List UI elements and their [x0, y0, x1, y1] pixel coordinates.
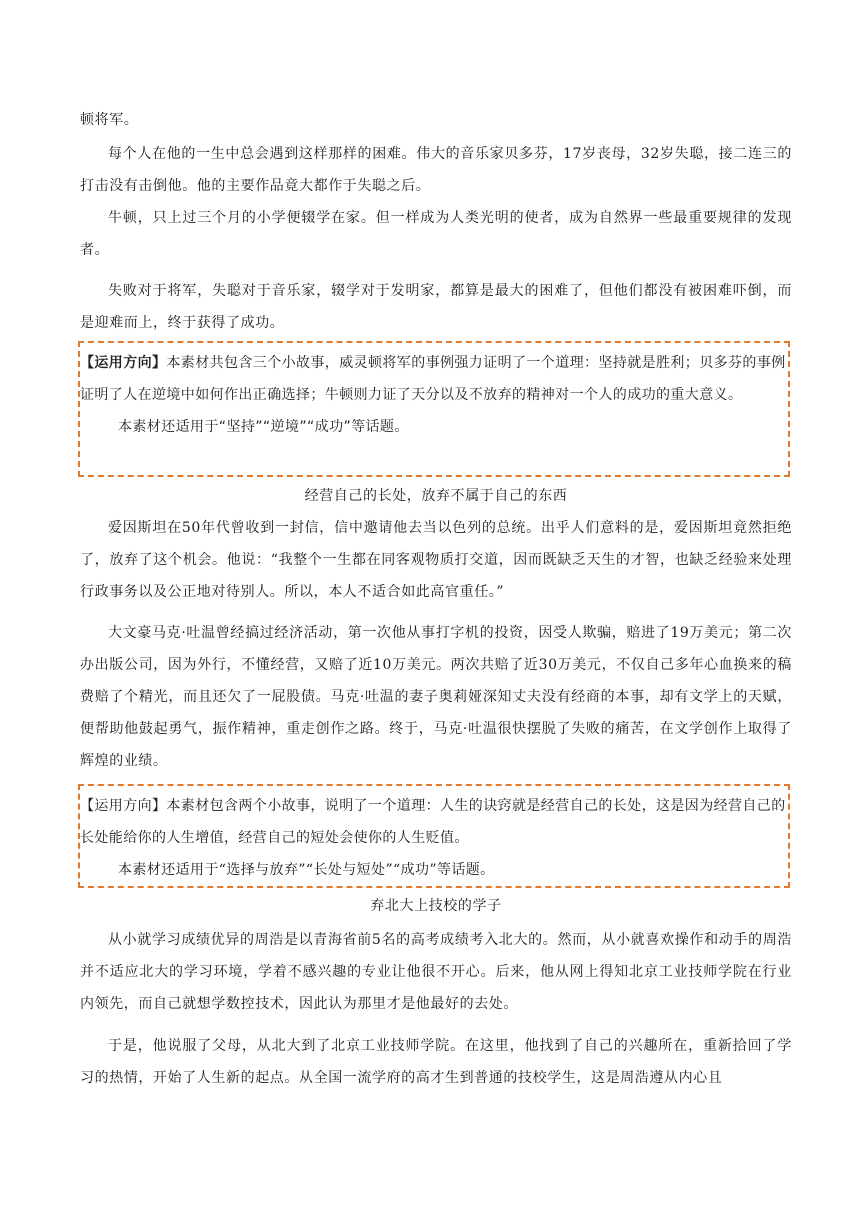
paragraph-zhou-hao-1: 从小就学习成绩优异的周浩是以青海省前5名的高考成绩考入北大的。然而，从小就喜欢操作和动手的周浩并不适应北大的学习环境，学着不感兴趣的专业让他很不开心。后来，他从网上得知北京工业技师学院在行业内领先，而自己就想学数控技术，因此认为那里才是他最好的去处。: [80, 932, 792, 1012]
paragraph-einstein: 爱因斯坦在50年代曾收到一封信，信中邀请他去当以色列的总统。出乎人们意料的是，爱因斯坦竟然拒绝了，放弃了这个机会。他说：“我整个一生都在同客观物质打交道，因而既缺乏天生的才智，也缺乏经验来处理行政事务以及公正地对待别人。所以，本人不适合如此高官重任。”: [80, 520, 792, 600]
application-note-text: 【运用方向】本素材包含两个小故事，说明了一个道理：人生的诀窍就是经营自己的长处，这是因为经营自己的长处能给你的人生增值，经营自己的短处会使你的人生贬值。: [80, 798, 786, 846]
application-note-label: 【运用方向】: [80, 798, 167, 814]
application-note-box-1: [78, 341, 790, 477]
application-note-topics: 本素材还适用于“选择与放弃”“长处与短处”“成功”等话题。: [118, 862, 495, 878]
application-note-topics: 本素材还适用于“坚持”“逆境”“成功”等话题。: [118, 419, 409, 435]
application-note-label: 【运用方向】: [80, 355, 167, 371]
paragraph-summary: 失败对于将军，失聪对于音乐家，辍学对于发明家，都算是最大的困难了，但他们都没有被困难吓倒，而是迎难而上，终于获得了成功。: [80, 283, 792, 331]
paragraph-continuation: 顿将军。: [80, 112, 139, 128]
application-note-box-2: [78, 784, 790, 888]
paragraph-mark-twain: 大文豪马克·吐温曾经搞过经济活动，第一次他从事打字机的投资，因受人欺骗，赔进了19万美元；第二次办出版公司，因为外行，不懂经营，又赔了近10万美元。两次共赔了近30万美元，不仅自己多年心血换来的稿费赔了个精光，而且还欠了一屁股债。马克·吐温的妻子奥莉娅深知丈夫没有经商的本事，却有文学上的天赋，便帮助他鼓起勇气，振作精神，重走创作之路。终于，马克·吐温很快摆脱了失败的痛苦，在文学创作上取得了辉煌的业绩。: [80, 625, 792, 769]
paragraph-newton: 牛顿，只上过三个月的小学便辍学在家。但一样成为人类光明的使者，成为自然界一些最重要规律的发现者。: [80, 210, 792, 258]
paragraph-beethoven: 每个人在他的一生中总会遇到这样那样的困难。伟大的音乐家贝多芬，17岁丧母，32岁失聪，接二连三的打击没有击倒他。他的主要作品竟大都作于失聪之后。: [80, 146, 792, 194]
application-note-text: 【运用方向】本素材共包含三个小故事，威灵顿将军的事例强力证明了一个道理：坚持就是胜利；贝多芬的事例证明了人在逆境中如何作出正确选择；牛顿则力证了天分以及不放弃的精神对一个人的成功的重大意义。: [80, 355, 786, 403]
section-title-strengths: 经营自己的长处，放弃不属于自己的东西: [304, 488, 568, 504]
paragraph-zhou-hao-2: 于是，他说服了父母，从北大到了北京工业技师学院。在这里，他找到了自己的兴趣所在，重新拾回了学习的热情，开始了人生新的起点。从全国一流学府的高才生到普通的技校学生，这是周浩遵从内心且: [80, 1038, 792, 1086]
section-title-zhou-hao: 弃北大上技校的学子: [370, 898, 502, 914]
